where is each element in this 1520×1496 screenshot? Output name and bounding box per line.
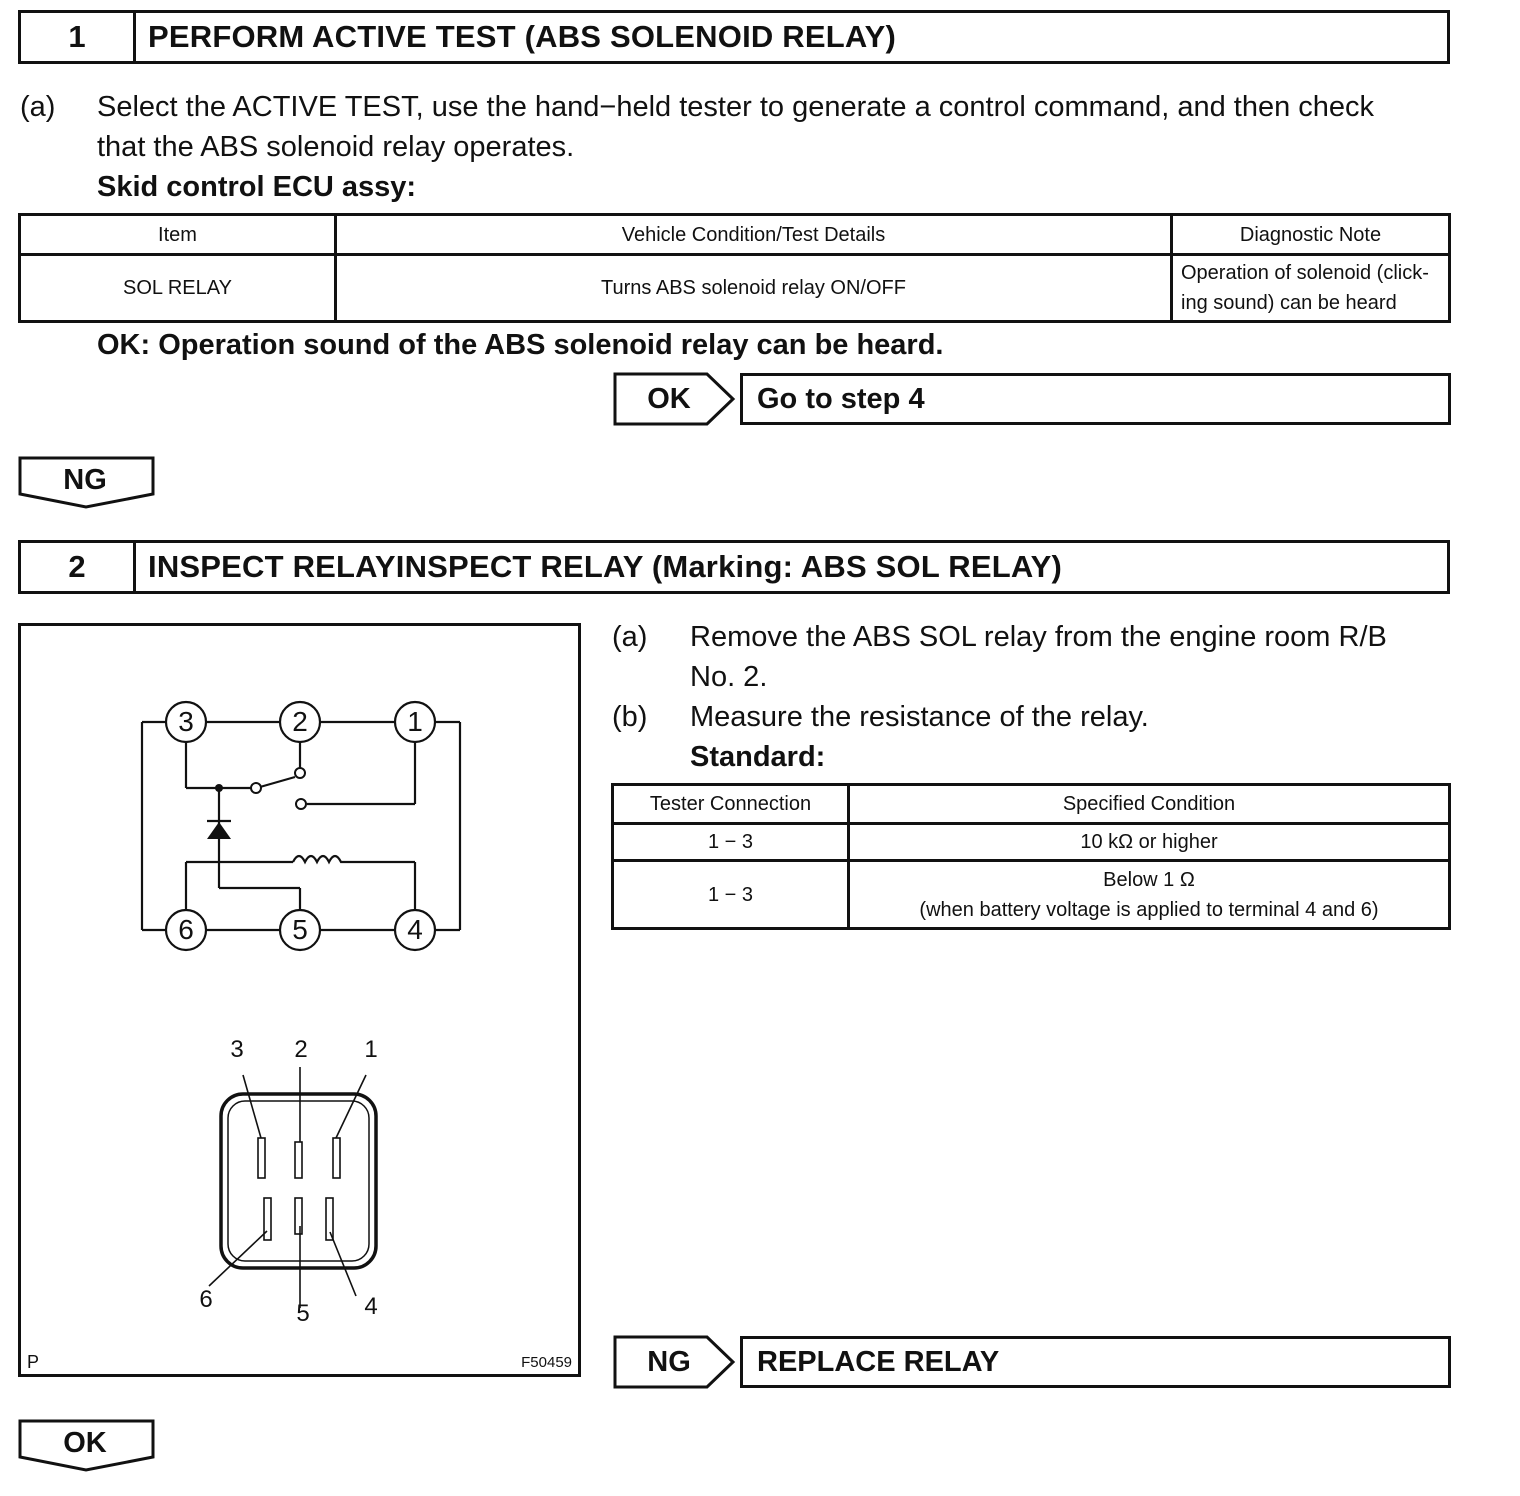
table-cell: 1 − 3 [613, 861, 849, 929]
pin-label: 4 [364, 1293, 378, 1320]
ng-result-text: REPLACE RELAY [757, 1345, 1000, 1378]
table-header: Tester Connection [613, 785, 849, 824]
ng-result-box [740, 1336, 1451, 1388]
step-number: 1 [21, 13, 136, 61]
terminal-label: 4 [407, 914, 423, 945]
table-header: Item [20, 215, 336, 255]
step-2-item-a-label: (a) [612, 621, 648, 653]
condition-line: (when battery voltage is applied to terminal 4 and 6) [919, 898, 1379, 921]
ng-down-arrow [18, 456, 156, 510]
ng-arrow-label: NG [647, 1346, 691, 1378]
step-1-item-a-line1: Select the ACTIVE TEST, use the hand−held tester to generate a control command, and then check [97, 91, 1375, 123]
condition-line: Below 1 Ω [1103, 868, 1195, 891]
table-row [613, 861, 1450, 929]
active-test-table [18, 213, 1451, 323]
ok-arrow-label: OK [647, 383, 691, 415]
ng-arrow-label: NG [63, 464, 107, 496]
table-cell: Turns ABS solenoid relay ON/OFF [336, 255, 1172, 322]
table-header: Specified Condition [849, 785, 1450, 824]
step-title: INSPECT RELAYINSPECT RELAY (Marking: ABS SOL RELAY) [148, 549, 1062, 584]
table-cell: 10 kΩ or higher [849, 824, 1450, 861]
table-cell-note [1172, 255, 1450, 322]
note-line: Operation of solenoid (click- [1181, 262, 1429, 284]
relay-figure [18, 623, 581, 1377]
table-row [20, 255, 1450, 322]
step-1-header [18, 10, 1450, 64]
pin-label: 6 [199, 1286, 213, 1313]
ok-result-box [740, 373, 1451, 425]
ok-result-text: Go to step 4 [757, 382, 925, 415]
table-header: Vehicle Condition/Test Details [336, 215, 1172, 255]
terminal-label: 2 [292, 706, 308, 737]
step-1-subheading: Skid control ECU assy: [97, 171, 417, 203]
ok-arrow-label: OK [63, 1427, 107, 1459]
ok-arrow [613, 372, 737, 426]
terminal-label: 5 [292, 914, 308, 945]
ng-arrow [613, 1335, 737, 1389]
note-line: ing sound) can be heard [1181, 292, 1397, 314]
step-1-item-a-line2: that the ABS solenoid relay operates. [97, 131, 575, 163]
step-2-item-a-line2: No. 2. [690, 661, 768, 693]
terminal-label: 3 [178, 706, 194, 737]
pin-label: 1 [364, 1036, 378, 1063]
step-1-item-a-label: (a) [20, 91, 56, 123]
table-cell: 1 − 3 [613, 824, 849, 861]
pin-label: 5 [296, 1300, 310, 1327]
table-cell-condition [849, 861, 1450, 929]
figure-corner-left: P [27, 1352, 40, 1372]
table-cell: SOL RELAY [20, 255, 336, 322]
relay-diagram [21, 626, 578, 1374]
step-2-item-b-label: (b) [612, 701, 648, 733]
figure-id: F50459 [521, 1354, 572, 1371]
step-2-item-b-line1: Measure the resistance of the relay. [690, 701, 1149, 733]
step-2-item-a-line1: Remove the ABS SOL relay from the engine room R/B [690, 621, 1387, 653]
step-title: PERFORM ACTIVE TEST (ABS SOLENOID RELAY) [148, 19, 897, 54]
pin-label: 2 [294, 1036, 308, 1063]
step-number: 2 [21, 543, 136, 591]
step-2-header [18, 540, 1450, 594]
standard-label: Standard: [690, 741, 826, 773]
table-header: Diagnostic Note [1172, 215, 1450, 255]
ok-statement: OK: Operation sound of the ABS solenoid relay can be heard. [97, 329, 944, 361]
terminal-label: 6 [178, 914, 194, 945]
ok-down-arrow [18, 1419, 156, 1473]
pin-label: 3 [230, 1036, 244, 1063]
resistance-table [611, 783, 1451, 930]
terminal-label: 1 [407, 706, 423, 737]
table-row [613, 824, 1450, 861]
